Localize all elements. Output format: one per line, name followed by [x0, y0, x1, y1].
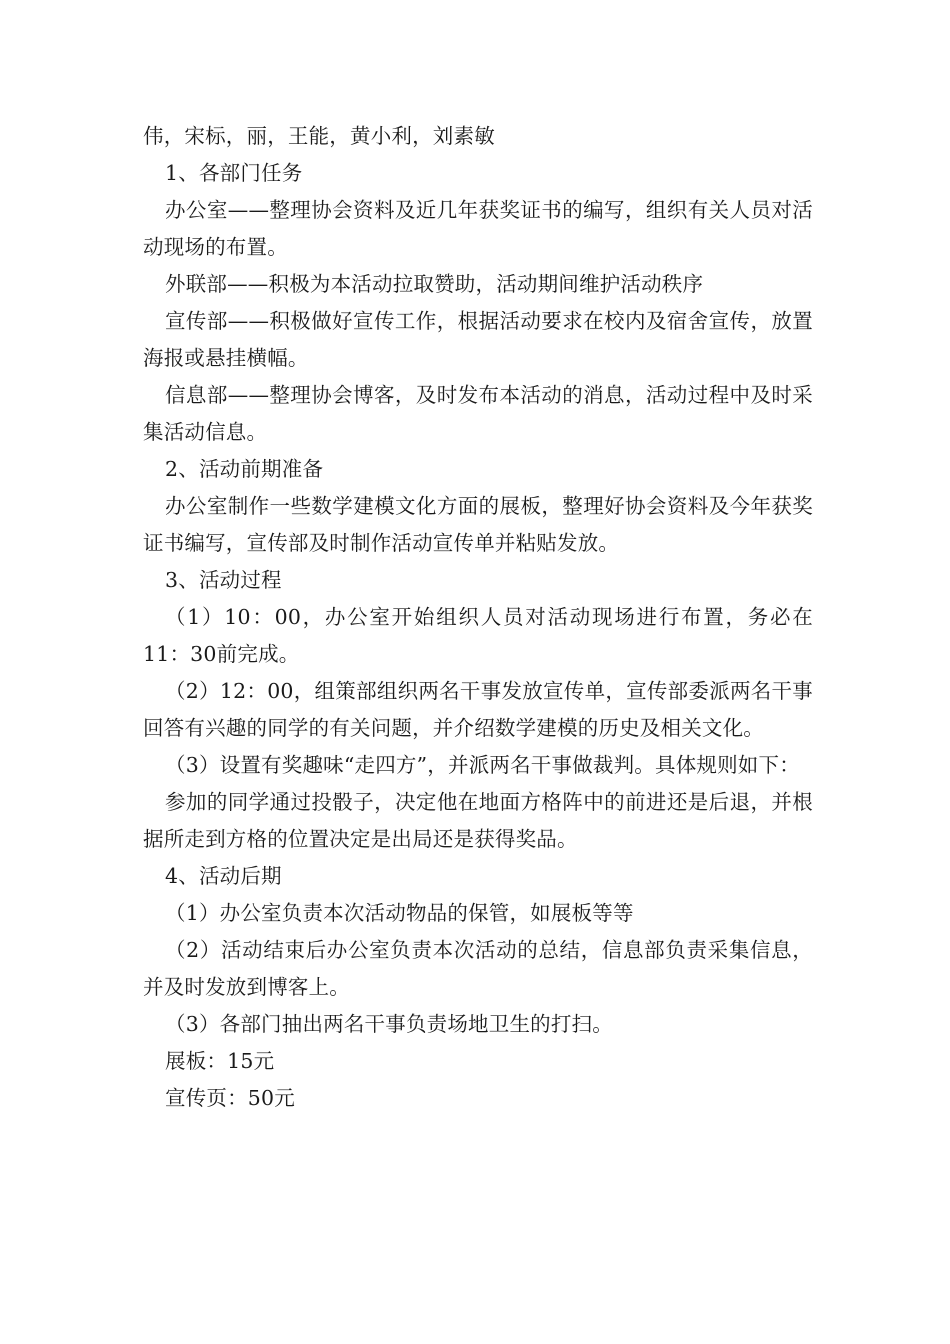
paragraph-post-step-3: （3）各部门抽出两名干事负责场地卫生的打扫。 — [165, 1012, 613, 1036]
paragraph-information-task: 信息部——整理协会博客，及时发布本活动的消息，活动过程中及时采集活动信息。 — [143, 383, 813, 444]
paragraph-preparation: 办公室制作一些数学建模文化方面的展板，整理好协会资料及今年获奖证书编写，宣传部及时制作活动宣传单并粘贴发放。 — [143, 494, 813, 555]
heading-preparation: 2、活动前期准备 — [165, 457, 324, 481]
heading-post-activity: 4、活动后期 — [165, 864, 282, 888]
paragraph-staff-names: 伟，宋标，丽，王能，黄小利，刘素敏 — [143, 124, 495, 148]
paragraph-process-step-3: （3）设置有奖趣味“走四方”，并派两名干事做裁判。具体规则如下： — [165, 753, 800, 777]
paragraph-publicity-task: 宣传部——积极做好宣传工作，根据活动要求在校内及宿舍宣传，放置海报或悬挂横幅。 — [143, 309, 813, 370]
paragraph-office-task: 办公室——整理协会资料及近几年获奖证书的编写，组织有关人员对活动现场的布置。 — [143, 198, 813, 259]
paragraph-post-step-1: （1）办公室负责本次活动物品的保管，如展板等等 — [165, 901, 634, 925]
heading-department-tasks: 1、各部门任务 — [165, 161, 303, 185]
budget-display-board: 展板：15元 — [165, 1049, 275, 1073]
paragraph-external-relations-task: 外联部——积极为本活动拉取赞助，活动期间维护活动秩序 — [165, 272, 704, 296]
document-body — [143, 118, 813, 1117]
paragraph-process-step-2: （2）12：00，组策部组织两名干事发放宣传单，宣传部委派两名干事回答有兴趣的同学的有关问题，并介绍数学建模的历史及相关文化。 — [143, 679, 813, 740]
paragraph-game-rules: 参加的同学通过投骰子，决定他在地面方格阵中的前进还是后退，并根据所走到方格的位置决定是出局还是获得奖品。 — [143, 790, 813, 851]
paragraph-process-step-1: （1）10：00，办公室开始组织人员对活动现场进行布置，务必在11：30前完成。 — [143, 605, 813, 666]
budget-flyers: 宣传页：50元 — [165, 1086, 295, 1110]
heading-activity-process: 3、活动过程 — [165, 568, 282, 592]
paragraph-post-step-2: （2）活动结束后办公室负责本次活动的总结，信息部负责采集信息，并及时发放到博客上。 — [143, 938, 813, 999]
